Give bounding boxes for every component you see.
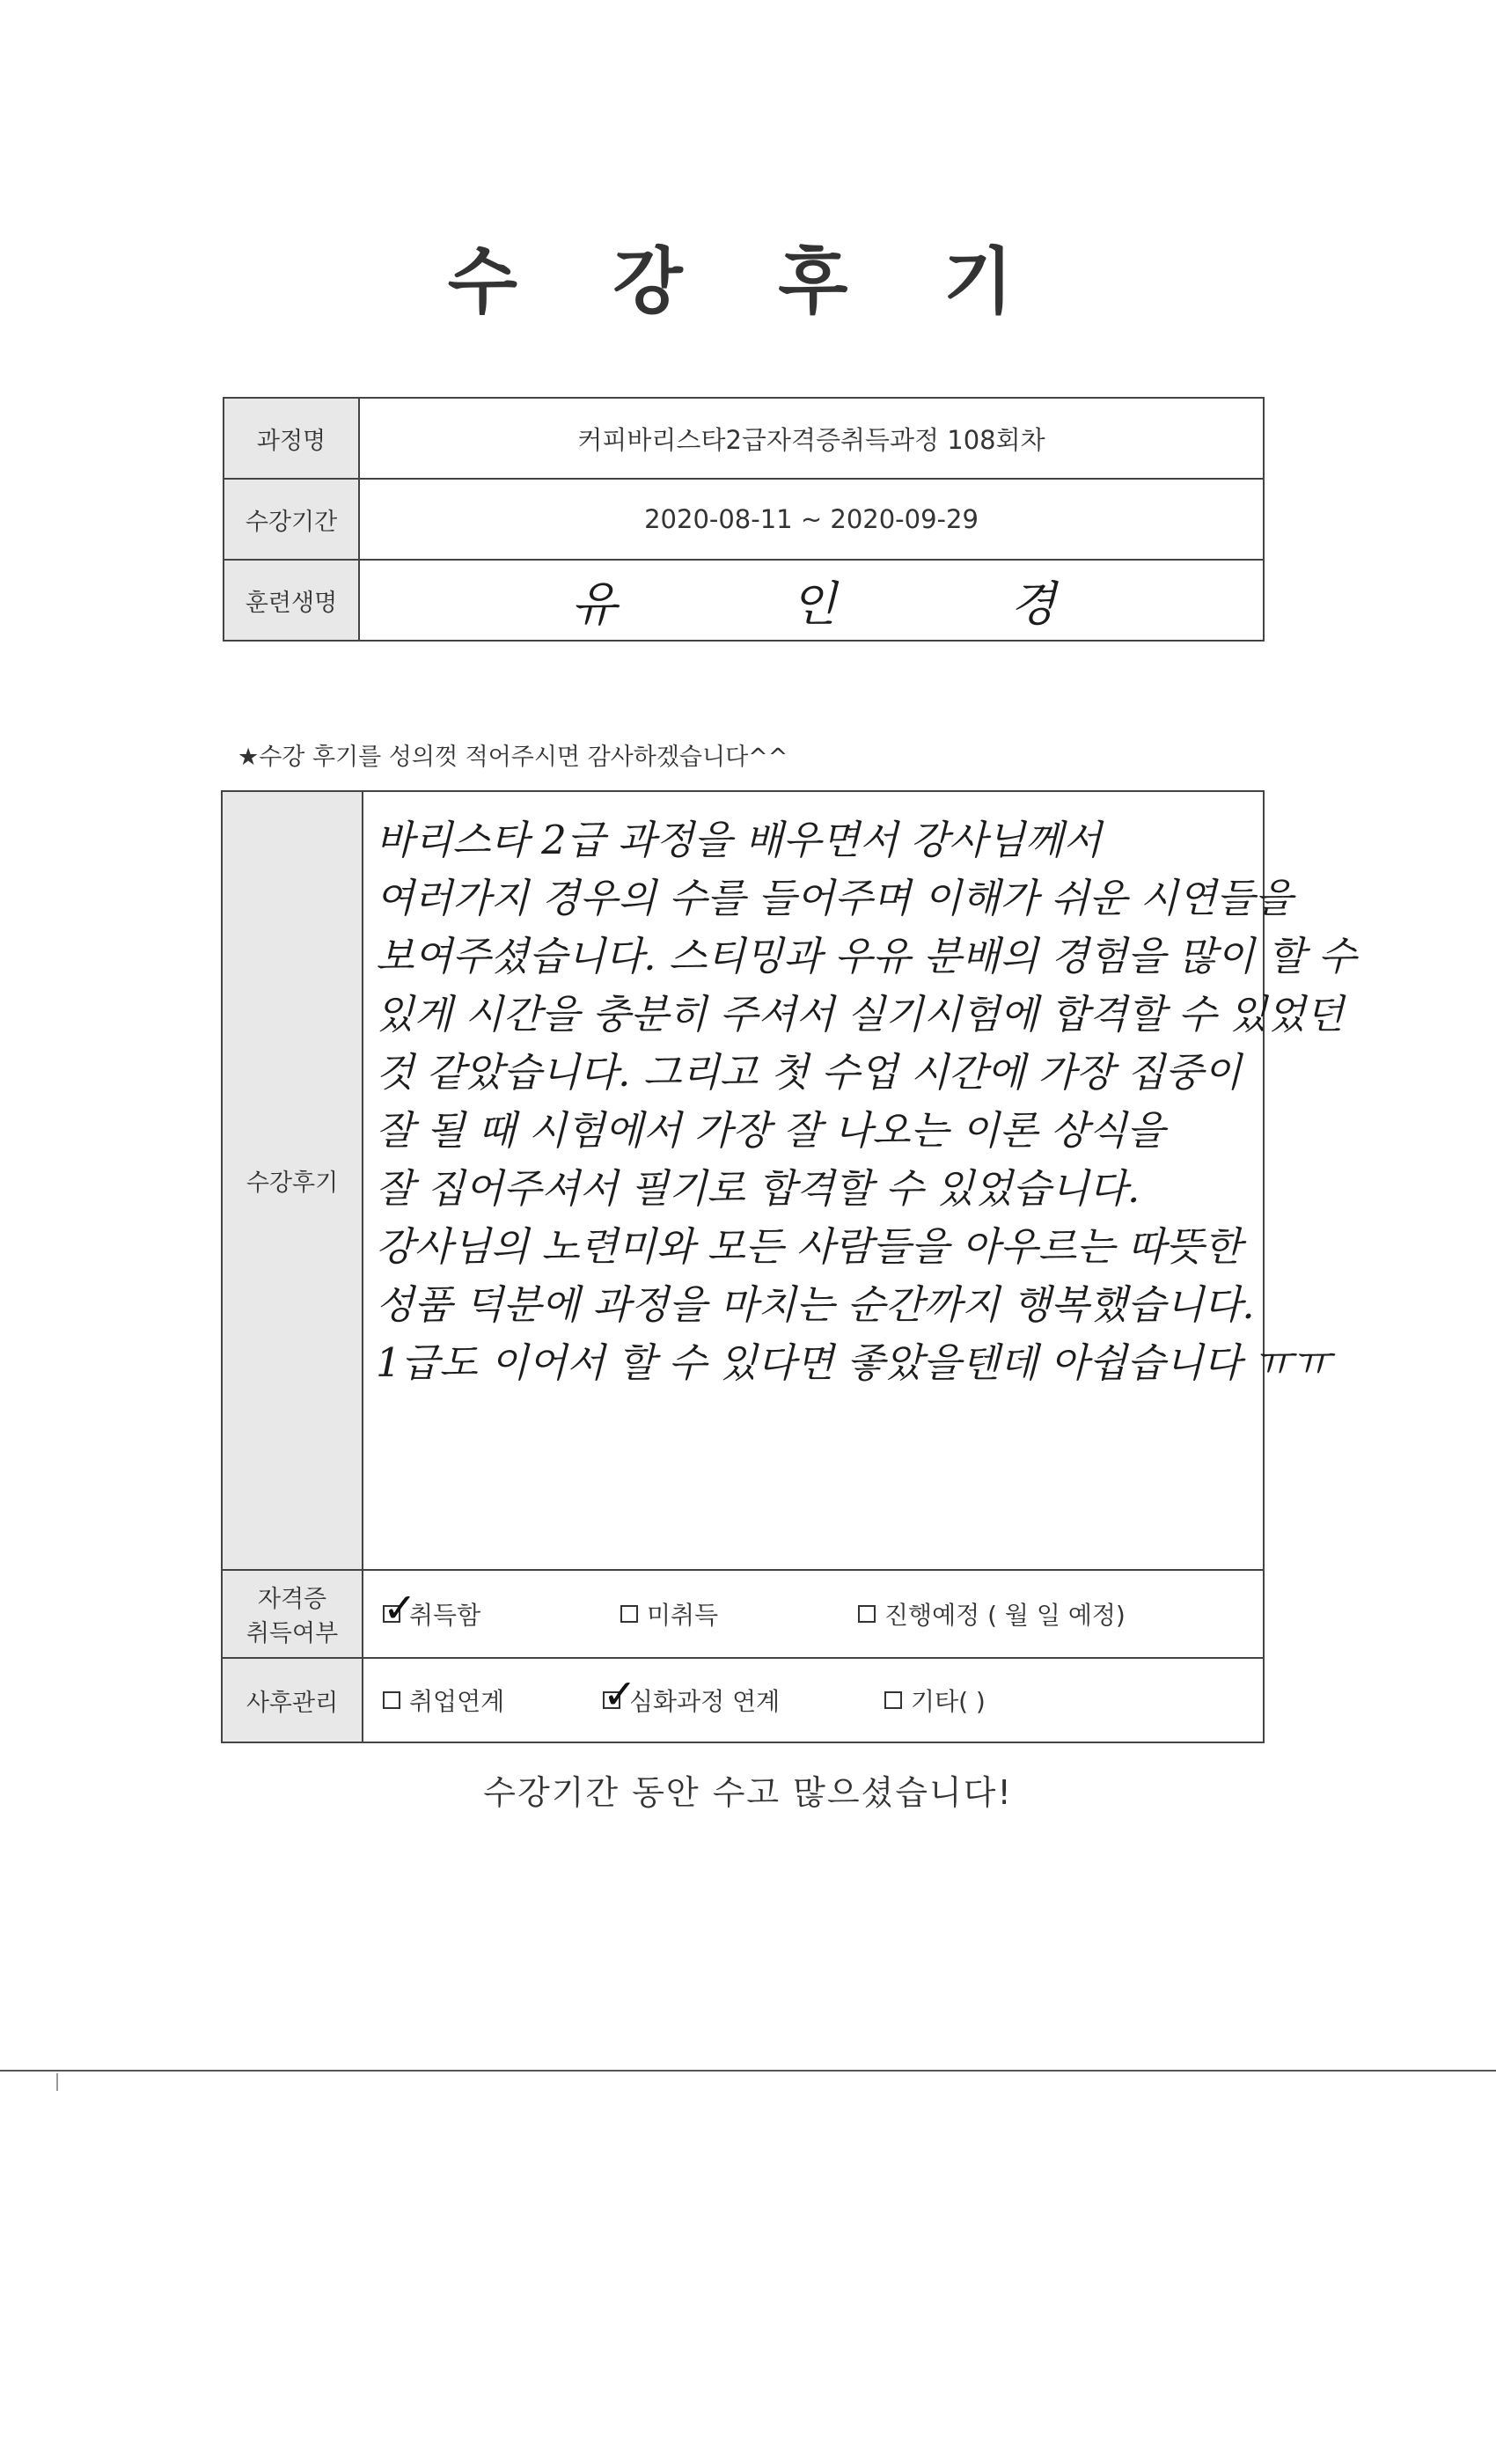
review-line: 성품 덕분에 과정을 마치는 순간까지 행복했습니다. (376, 1281, 1255, 1328)
option-not-acquired[interactable] (620, 1596, 858, 1632)
checkbox-advanced[interactable] (603, 1670, 637, 1718)
option-planned-label: 진행예정 ( 월 일 예정) (884, 1601, 1126, 1630)
review-table (221, 790, 1357, 1743)
checkbox-job[interactable] (383, 1691, 400, 1709)
period-label: 수강기간 (224, 479, 359, 560)
option-not-acquired-label: 미취득 (647, 1601, 719, 1630)
review-request-note: ★수강 후기를 성의껏 적어주시면 감사하겠습니다^^ (238, 744, 788, 771)
page-divider (0, 2070, 1496, 2072)
course-value: 커피바리스타2급자격증취득과정 108회차 (359, 398, 1264, 479)
checkbox-not-acquired[interactable] (620, 1605, 638, 1623)
closing-message: 수강기간 동안 수고 많으셨습니다! (483, 1773, 1013, 1812)
certificate-label-line2: 취득여부 (246, 1620, 339, 1647)
option-planned[interactable] (858, 1596, 1126, 1632)
review-line: 있게 시간을 충분히 주셔서 실기시험에 합격할 수 있었던 (376, 991, 1344, 1038)
aftercare-label: 사후관리 (222, 1658, 363, 1742)
checkmark-icon: ✓ (603, 1670, 637, 1718)
course-label: 과정명 (224, 398, 359, 479)
option-job[interactable] (383, 1683, 603, 1718)
option-advanced-label: 심화과정 연계 (629, 1687, 781, 1716)
review-line: 바리스타 2급 과정을 배우면서 강사님께서 (376, 817, 1102, 863)
scan-mark (56, 2073, 58, 2091)
course-info-table (223, 397, 1265, 642)
option-acquired[interactable] (383, 1584, 620, 1632)
checkmark-icon: ✓ (383, 1584, 417, 1632)
review-line: 1급도 이어서 할 수 있다면 좋았을텐데 아쉽습니다 ㅠㅠ (376, 1339, 1331, 1386)
option-advanced[interactable] (603, 1670, 884, 1718)
review-line: 강사님의 노련미와 모든 사람들을 아우르는 따뜻한 (376, 1223, 1243, 1270)
option-other[interactable] (884, 1683, 986, 1718)
review-text-area (363, 791, 1357, 1570)
certificate-options (363, 1570, 1264, 1658)
option-job-label: 취업연계 (409, 1687, 505, 1716)
aftercare-options (363, 1658, 1264, 1742)
review-line: 잘 집어주셔서 필기로 합격할 수 있었습니다. (376, 1165, 1140, 1212)
checkbox-planned[interactable] (858, 1605, 876, 1623)
checkbox-acquired[interactable] (383, 1584, 417, 1632)
review-line: 보여주셨습니다. 스티밍과 우유 분배의 경험을 많이 할 수 (376, 933, 1357, 979)
trainee-name-handwritten: 유 인 경 (359, 560, 1264, 641)
period-value: 2020-08-11 ~ 2020-09-29 (359, 479, 1264, 560)
checkbox-other[interactable] (884, 1691, 902, 1709)
review-line: 잘 될 때 시험에서 가장 잘 나오는 이론 상식을 (376, 1107, 1165, 1154)
page-title: 수 강 후 기 (447, 240, 1049, 324)
review-line: 여러가지 경우의 수를 들어주며 이해가 쉬운 시연들을 (376, 875, 1294, 921)
certificate-label (222, 1570, 363, 1658)
option-other-label: 기타( ) (911, 1687, 986, 1716)
review-label: 수강후기 (222, 791, 363, 1570)
trainee-label: 훈련생명 (224, 560, 359, 641)
certificate-label-line1: 자격증 (257, 1586, 327, 1613)
option-acquired-label: 취득함 (409, 1601, 481, 1630)
review-line: 것 같았습니다. 그리고 첫 수업 시간에 가장 집중이 (376, 1049, 1242, 1096)
